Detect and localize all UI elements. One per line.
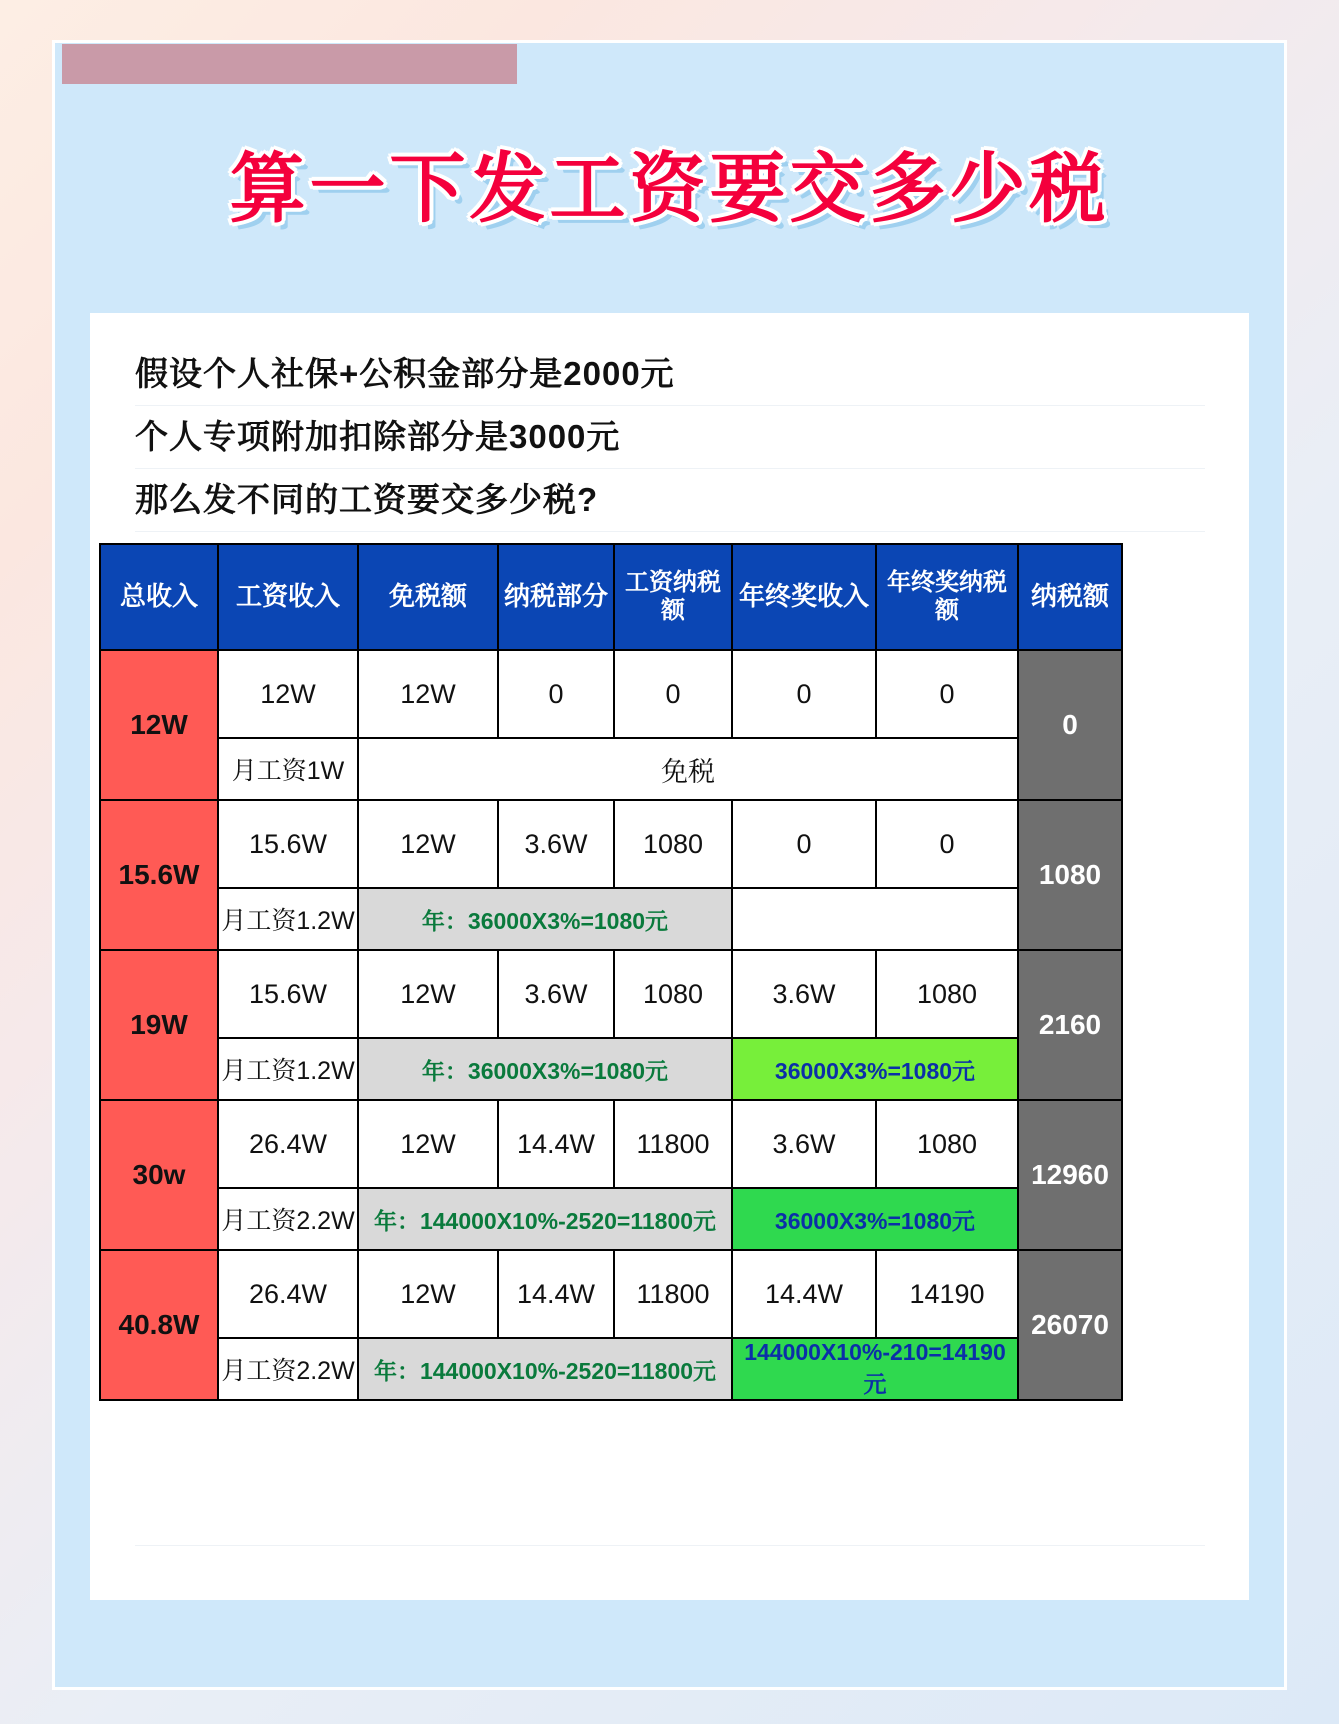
table-note-row: [100, 1038, 1122, 1100]
cell-tax-free: 12W: [358, 950, 498, 1038]
cell-taxable-part: 0: [498, 650, 614, 738]
cell-taxable-part: 14.4W: [498, 1250, 614, 1338]
cell-bonus-tax: 0: [876, 800, 1018, 888]
tax-table: [99, 543, 1123, 1401]
cell-bonus-income: 0: [732, 800, 876, 888]
cell-bonus-income: 14.4W: [732, 1250, 876, 1338]
cell-note-salary: 年：36000X3%=1080元: [358, 1038, 732, 1100]
table-header-row: [100, 544, 1122, 650]
cell-monthly-salary: 月工资1W: [218, 738, 358, 800]
cell-tax-free: 12W: [358, 1100, 498, 1188]
cell-monthly-salary: 月工资2.2W: [218, 1338, 358, 1400]
intro-block: [135, 343, 1205, 532]
cell-bonus-income: 3.6W: [732, 1100, 876, 1188]
table-note-row: [100, 1188, 1122, 1250]
cell-salary-income: 15.6W: [218, 950, 358, 1038]
cell-bonus-tax: 0: [876, 650, 1018, 738]
col-header-bonus-tax: 年终奖纳税额: [876, 544, 1018, 650]
cell-total-income: 12W: [100, 650, 218, 800]
cell-tax-total: 2160: [1018, 950, 1122, 1100]
cell-total-income: 19W: [100, 950, 218, 1100]
cell-salary-income: 12W: [218, 650, 358, 738]
cell-note-bonus: [732, 888, 1018, 950]
content-card: [90, 313, 1249, 1600]
page-title: 算一下发工资要交多少税: [229, 144, 1110, 233]
cell-bonus-tax: 14190: [876, 1250, 1018, 1338]
cell-monthly-salary: 月工资1.2W: [218, 888, 358, 950]
table-row: [100, 800, 1122, 888]
cell-bonus-income: 3.6W: [732, 950, 876, 1038]
top-accent-bar: [62, 44, 517, 84]
cell-salary-tax: 1080: [614, 800, 732, 888]
col-header-total-income: 总收入: [100, 544, 218, 650]
cell-note-salary: 免税: [358, 738, 1018, 800]
bottom-divider: [135, 1545, 1205, 1546]
cell-note-bonus: 36000X3%=1080元: [732, 1038, 1018, 1100]
cell-note-salary: 年：144000X10%-2520=11800元: [358, 1338, 732, 1400]
cell-bonus-tax: 1080: [876, 950, 1018, 1038]
col-header-salary-income: 工资收入: [218, 544, 358, 650]
table-row: [100, 950, 1122, 1038]
cell-tax-total: 0: [1018, 650, 1122, 800]
table-row: [100, 650, 1122, 738]
col-header-taxable-part: 纳税部分: [498, 544, 614, 650]
cell-salary-tax: 0: [614, 650, 732, 738]
cell-salary-tax: 11800: [614, 1100, 732, 1188]
table-note-row: [100, 738, 1122, 800]
cell-tax-free: 12W: [358, 1250, 498, 1338]
cell-salary-income: 15.6W: [218, 800, 358, 888]
cell-note-bonus: 144000X10%-210=14190元: [732, 1338, 1018, 1400]
intro-line-1: 假设个人社保+公积金部分是2000元: [135, 343, 1205, 406]
intro-line-2: 个人专项附加扣除部分是3000元: [135, 406, 1205, 469]
cell-taxable-part: 3.6W: [498, 950, 614, 1038]
table-row: [100, 1100, 1122, 1188]
cell-salary-income: 26.4W: [218, 1100, 358, 1188]
table-note-row: [100, 888, 1122, 950]
col-header-tax-total: 纳税额: [1018, 544, 1122, 650]
table-row: [100, 1250, 1122, 1338]
cell-total-income: 15.6W: [100, 800, 218, 950]
cell-total-income: 30w: [100, 1100, 218, 1250]
cell-monthly-salary: 月工资2.2W: [218, 1188, 358, 1250]
cell-salary-tax: 11800: [614, 1250, 732, 1338]
cell-total-income: 40.8W: [100, 1250, 218, 1400]
col-header-tax-free: 免税额: [358, 544, 498, 650]
table-note-row: [100, 1338, 1122, 1400]
cell-bonus-tax: 1080: [876, 1100, 1018, 1188]
cell-salary-tax: 1080: [614, 950, 732, 1038]
cell-taxable-part: 14.4W: [498, 1100, 614, 1188]
intro-line-3: 那么发不同的工资要交多少税?: [135, 469, 1205, 532]
col-header-bonus-income: 年终奖收入: [732, 544, 876, 650]
cell-note-bonus: 36000X3%=1080元: [732, 1188, 1018, 1250]
cell-monthly-salary: 月工资1.2W: [218, 1038, 358, 1100]
cell-tax-free: 12W: [358, 650, 498, 738]
cell-tax-total: 12960: [1018, 1100, 1122, 1250]
cell-salary-income: 26.4W: [218, 1250, 358, 1338]
tax-table-wrap: [99, 543, 1231, 1401]
cell-note-salary: 年：36000X3%=1080元: [358, 888, 732, 950]
col-header-salary-tax: 工资纳税额: [614, 544, 732, 650]
cell-bonus-income: 0: [732, 650, 876, 738]
cell-taxable-part: 3.6W: [498, 800, 614, 888]
cell-tax-total: 1080: [1018, 800, 1122, 950]
cell-tax-total: 26070: [1018, 1250, 1122, 1400]
cell-note-salary: 年：144000X10%-2520=11800元: [358, 1188, 732, 1250]
cell-tax-free: 12W: [358, 800, 498, 888]
